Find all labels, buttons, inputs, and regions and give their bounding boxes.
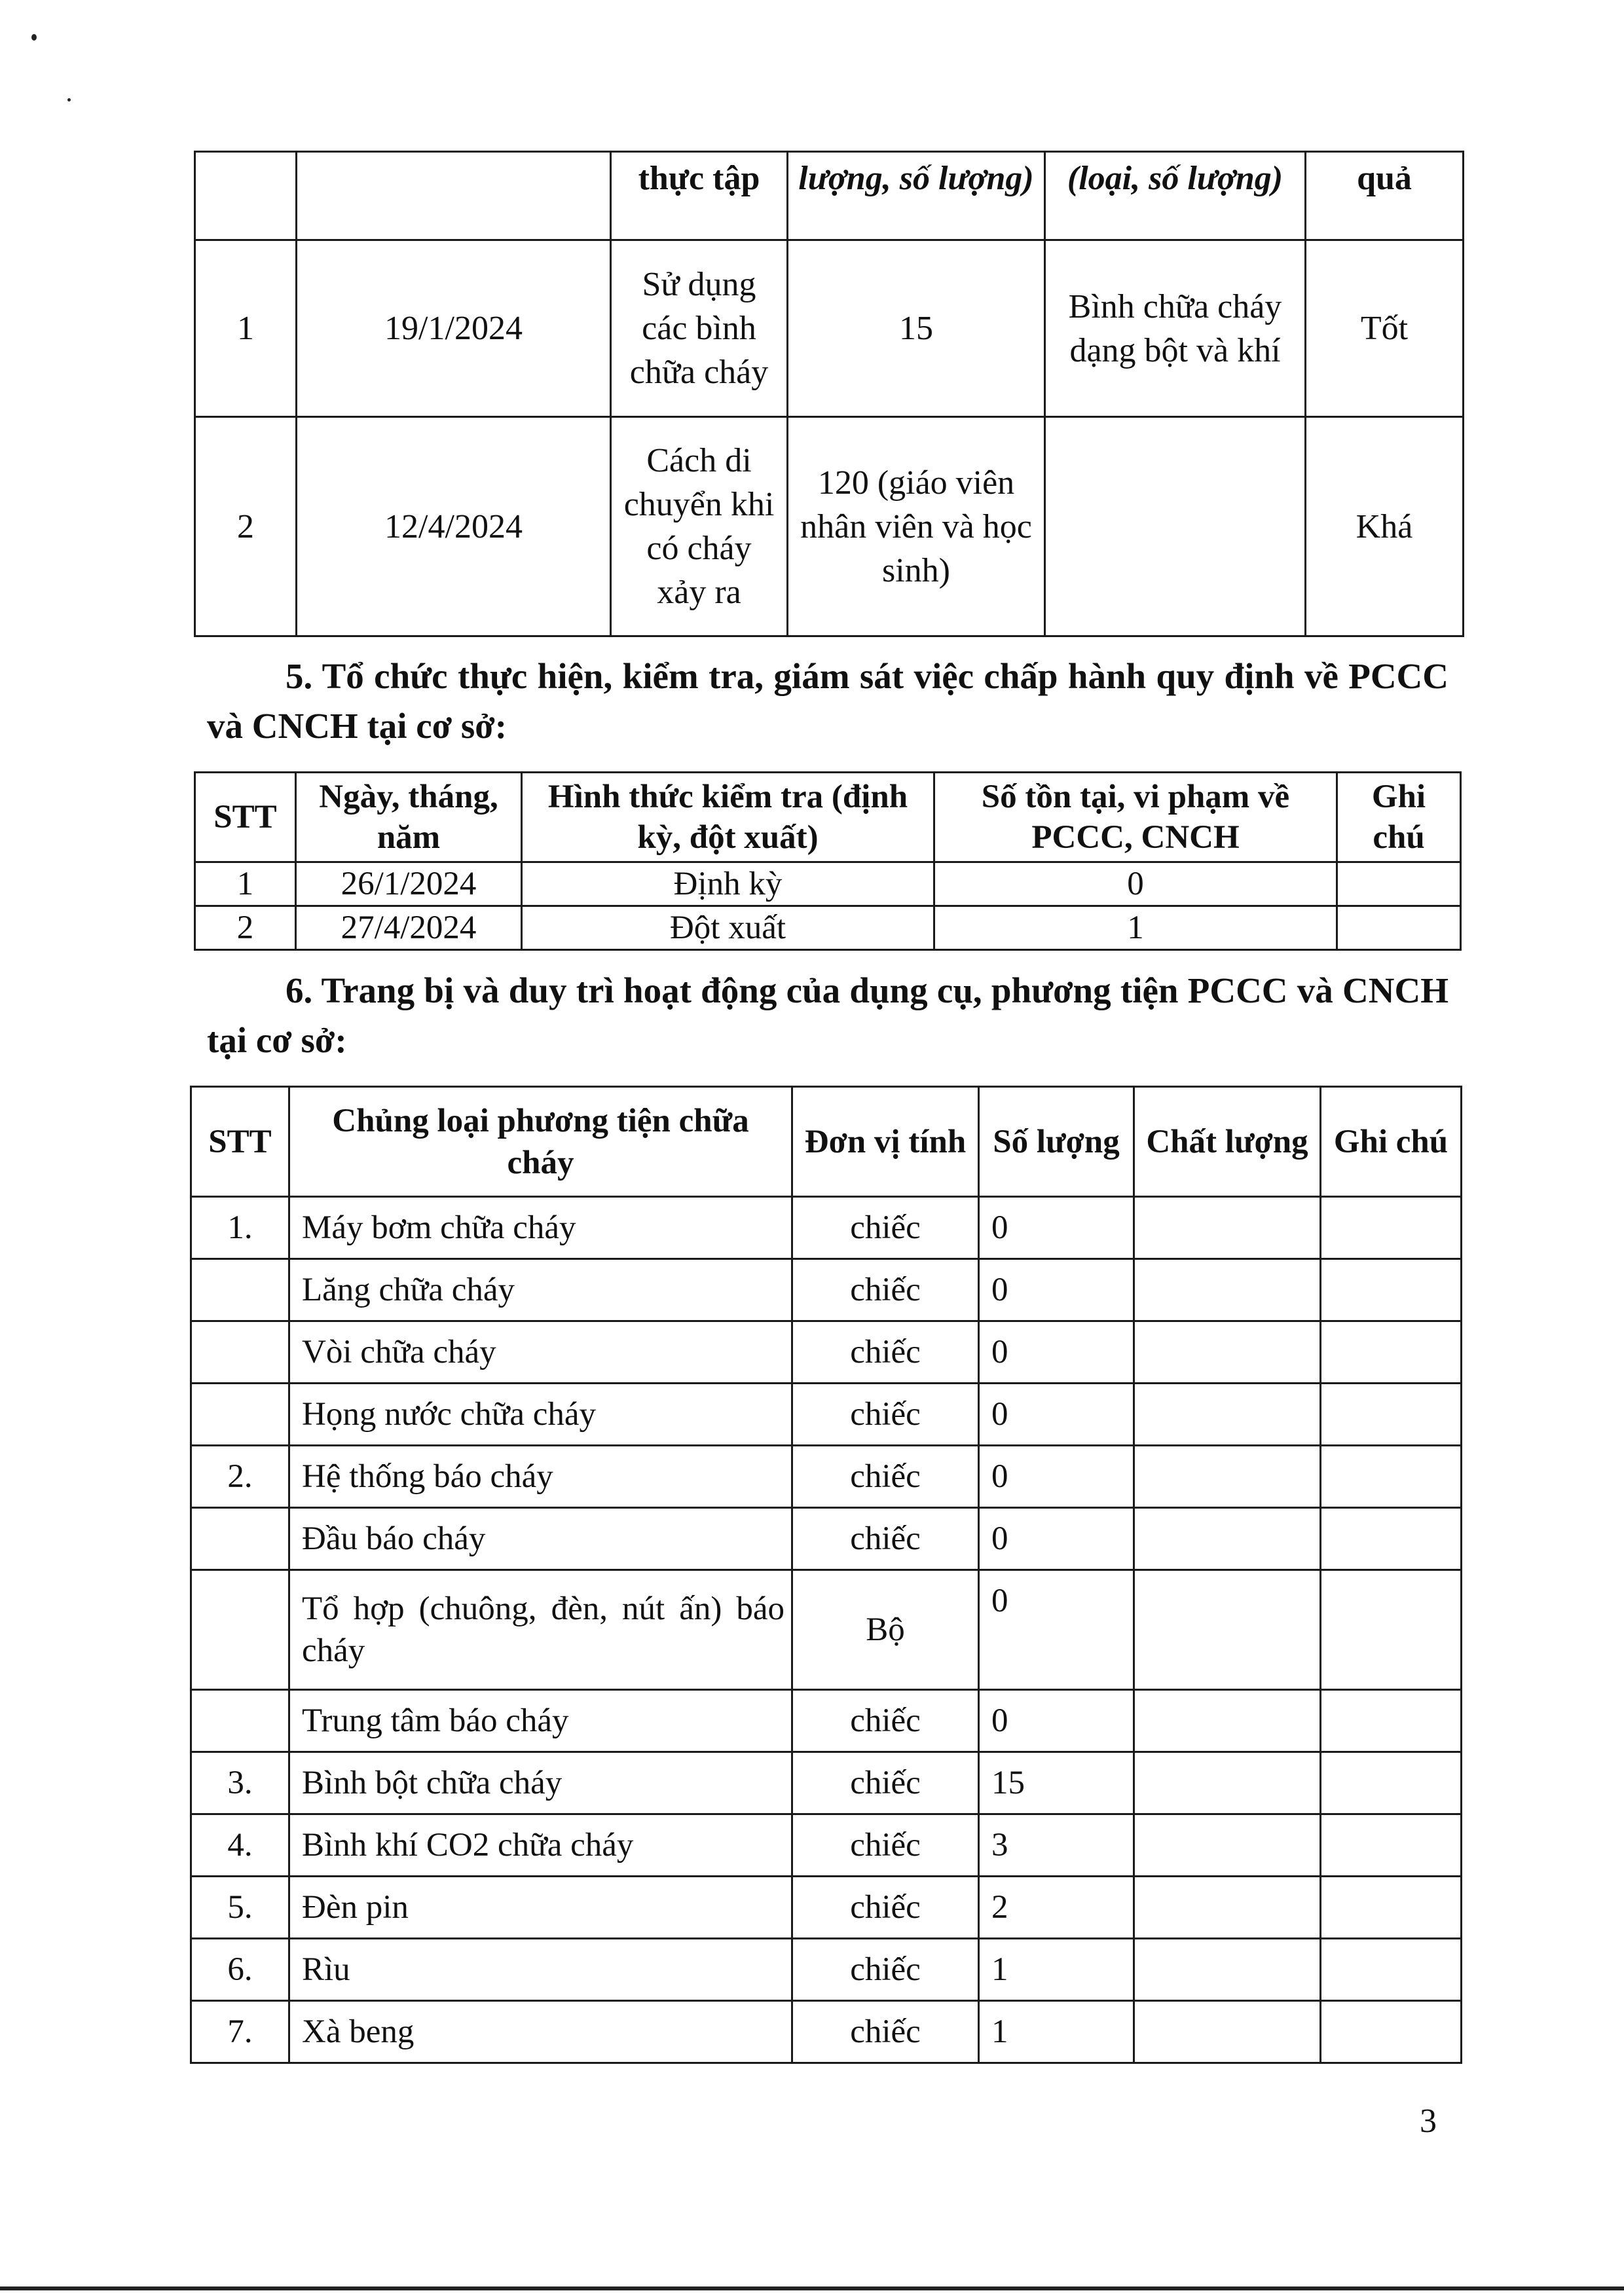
table-cell: 0	[979, 1384, 1134, 1446]
table-cell: Máy bơm chữa cháy	[289, 1197, 792, 1259]
table-cell	[1321, 1752, 1462, 1814]
table-cell	[1321, 1939, 1462, 2001]
table-cell: Sử dụng các bình chữa cháy	[611, 240, 788, 417]
table-row	[191, 2001, 1462, 2063]
header-cell: Chủng loại phương tiện chữa cháy	[289, 1087, 792, 1197]
table-cell: Rìu	[289, 1939, 792, 2001]
table-cell	[1134, 1814, 1321, 1877]
table-cell: chiếc	[792, 1690, 979, 1752]
table-row	[191, 1814, 1462, 1877]
table-row	[191, 1508, 1462, 1570]
table-cell: 0	[979, 1446, 1134, 1508]
header-cell: STT	[195, 773, 296, 862]
table-row	[191, 1384, 1462, 1446]
table-cell: 1.	[191, 1197, 289, 1259]
header-cell: Số tồn tại, vi phạm về PCCC, CNCH	[934, 773, 1337, 862]
table-cell: Đèn pin	[289, 1877, 792, 1939]
table-cell: 1	[195, 862, 296, 906]
equipment-table	[190, 1086, 1462, 2064]
table-cell	[1134, 1690, 1321, 1752]
table-cell: 1	[195, 240, 297, 417]
inspection-table-header	[195, 773, 1461, 862]
table-cell: chiếc	[792, 1814, 979, 1877]
header-cell: Số lượng	[979, 1087, 1134, 1197]
table-cell	[1134, 1321, 1321, 1384]
table-cell: chiếc	[792, 1197, 979, 1259]
table-cell: Bình bột chữa cháy	[289, 1752, 792, 1814]
table-cell: Lăng chữa cháy	[289, 1259, 792, 1321]
table-cell: 12/4/2024	[297, 417, 611, 636]
header-cell	[195, 152, 297, 240]
table-cell: 0	[979, 1321, 1134, 1384]
header-cell: Hình thức kiểm tra (định kỳ, đột xuất)	[522, 773, 934, 862]
training-table-header	[195, 152, 1464, 240]
table-cell	[191, 1321, 289, 1384]
header-cell: thực tập	[611, 152, 788, 240]
header-cell: STT	[191, 1087, 289, 1197]
table-cell: 0	[934, 862, 1337, 906]
table-row	[191, 1446, 1462, 1508]
table-cell	[1321, 1446, 1462, 1508]
scan-speck	[31, 34, 37, 41]
table-cell: 1	[934, 906, 1337, 950]
table-cell: Bộ	[792, 1570, 979, 1690]
table-cell: 15	[788, 240, 1045, 417]
table-cell	[1134, 1259, 1321, 1321]
table-cell	[1134, 1384, 1321, 1446]
table-row	[191, 1570, 1462, 1690]
table-cell: Bình chữa cháy dạng bột và khí	[1045, 240, 1306, 417]
table-cell: Trung tâm báo cháy	[289, 1690, 792, 1752]
table-cell	[191, 1570, 289, 1690]
table-cell: 4.	[191, 1814, 289, 1877]
table-cell: Vòi chữa cháy	[289, 1321, 792, 1384]
inspection-table	[194, 771, 1462, 951]
table-cell	[1134, 1508, 1321, 1570]
header-cell: Ngày, tháng, năm	[296, 773, 522, 862]
table-cell: Tốt	[1306, 240, 1464, 417]
table-cell: Đột xuất	[522, 906, 934, 950]
page-number: 3	[1420, 2102, 1437, 2140]
table-cell: Hệ thống báo cháy	[289, 1446, 792, 1508]
table-cell	[1134, 1570, 1321, 1690]
table-cell: Cách di chuyển khi có cháy xảy ra	[611, 417, 788, 636]
table-cell	[1045, 417, 1306, 636]
table-cell: 15	[979, 1752, 1134, 1814]
table-row	[191, 1877, 1462, 1939]
table-cell	[1321, 1508, 1462, 1570]
table-row	[191, 1197, 1462, 1259]
table-cell: 27/4/2024	[296, 906, 522, 950]
table-cell: 0	[979, 1570, 1134, 1690]
table-cell	[1134, 1446, 1321, 1508]
table-cell: 0	[979, 1508, 1134, 1570]
table-cell	[1337, 862, 1461, 906]
header-cell: lượng, số lượng)	[788, 152, 1045, 240]
table-cell: chiếc	[792, 1321, 979, 1384]
table-cell: 5.	[191, 1877, 289, 1939]
table-cell	[1134, 1752, 1321, 1814]
table-cell	[1134, 1939, 1321, 2001]
table-cell	[191, 1508, 289, 1570]
table-row	[195, 906, 1461, 950]
table-cell: 1	[979, 1939, 1134, 2001]
table-cell: 0	[979, 1690, 1134, 1752]
table-cell	[191, 1690, 289, 1752]
table-cell	[1321, 1690, 1462, 1752]
table-row	[191, 1690, 1462, 1752]
table-cell: Đầu báo cháy	[289, 1508, 792, 1570]
table-cell: 7.	[191, 2001, 289, 2063]
table-cell: 6.	[191, 1939, 289, 2001]
table-cell: Khá	[1306, 417, 1464, 636]
table-cell	[1321, 2001, 1462, 2063]
table-cell: 26/1/2024	[296, 862, 522, 906]
table-cell	[1321, 1570, 1462, 1690]
table-cell	[1321, 1321, 1462, 1384]
table-row	[195, 862, 1461, 906]
table-cell: Họng nước chữa cháy	[289, 1384, 792, 1446]
table-cell	[191, 1384, 289, 1446]
table-cell: chiếc	[792, 1508, 979, 1570]
table-cell: Định kỳ	[522, 862, 934, 906]
table-cell: 2	[979, 1877, 1134, 1939]
training-table	[194, 151, 1464, 637]
table-cell	[1321, 1197, 1462, 1259]
table-cell: 2	[195, 906, 296, 950]
scan-speck	[67, 98, 71, 101]
header-cell: Chất lượng	[1134, 1087, 1321, 1197]
table-cell: Xà beng	[289, 2001, 792, 2063]
table-cell: Bình khí CO2 chữa cháy	[289, 1814, 792, 1877]
table-cell: 2	[195, 417, 297, 636]
table-cell: 1	[979, 2001, 1134, 2063]
page-bottom-rule	[0, 2286, 1624, 2290]
table-cell: chiếc	[792, 2001, 979, 2063]
table-cell	[1321, 1384, 1462, 1446]
table-row	[191, 1321, 1462, 1384]
table-cell: chiếc	[792, 1259, 979, 1321]
table-cell	[1134, 1197, 1321, 1259]
table-cell: 2.	[191, 1446, 289, 1508]
table-cell: chiếc	[792, 1939, 979, 2001]
table-cell	[1321, 1877, 1462, 1939]
table-row	[195, 240, 1464, 417]
table-cell	[1321, 1259, 1462, 1321]
section-5-heading: 5. Tổ chức thực hiện, kiểm tra, giám sát việc chấp hành quy định về PCCC và CNCH tại cơ sở:	[207, 656, 1449, 746]
table-cell: chiếc	[792, 1384, 979, 1446]
table-cell: chiếc	[792, 1446, 979, 1508]
table-cell: chiếc	[792, 1752, 979, 1814]
table-cell: 3.	[191, 1752, 289, 1814]
table-cell	[1321, 1814, 1462, 1877]
header-cell: quả	[1306, 152, 1464, 240]
header-cell: Ghi chú	[1321, 1087, 1462, 1197]
table-cell: 3	[979, 1814, 1134, 1877]
header-cell	[297, 152, 611, 240]
header-cell: Ghi chú	[1337, 773, 1461, 862]
table-row	[195, 417, 1464, 636]
table-cell: 0	[979, 1197, 1134, 1259]
header-cell: Đơn vị tính	[792, 1087, 979, 1197]
table-row	[191, 1752, 1462, 1814]
table-cell	[1337, 906, 1461, 950]
equipment-table-header	[191, 1087, 1462, 1197]
table-cell	[1134, 2001, 1321, 2063]
table-row	[191, 1259, 1462, 1321]
section-6-heading: 6. Trang bị và duy trì hoạt động của dụng cụ, phương tiện PCCC và CNCH tại cơ sở:	[207, 970, 1449, 1060]
table-cell: chiếc	[792, 1877, 979, 1939]
table-cell	[1134, 1877, 1321, 1939]
table-cell: Tổ hợp (chuông, đèn, nút ấn) báo cháy	[289, 1570, 792, 1690]
table-cell: 0	[979, 1259, 1134, 1321]
table-cell: 19/1/2024	[297, 240, 611, 417]
table-cell	[191, 1259, 289, 1321]
table-cell: 120 (giáo viên nhân viên và học sinh)	[788, 417, 1045, 636]
table-row	[191, 1939, 1462, 2001]
header-cell: (loại, số lượng)	[1045, 152, 1306, 240]
